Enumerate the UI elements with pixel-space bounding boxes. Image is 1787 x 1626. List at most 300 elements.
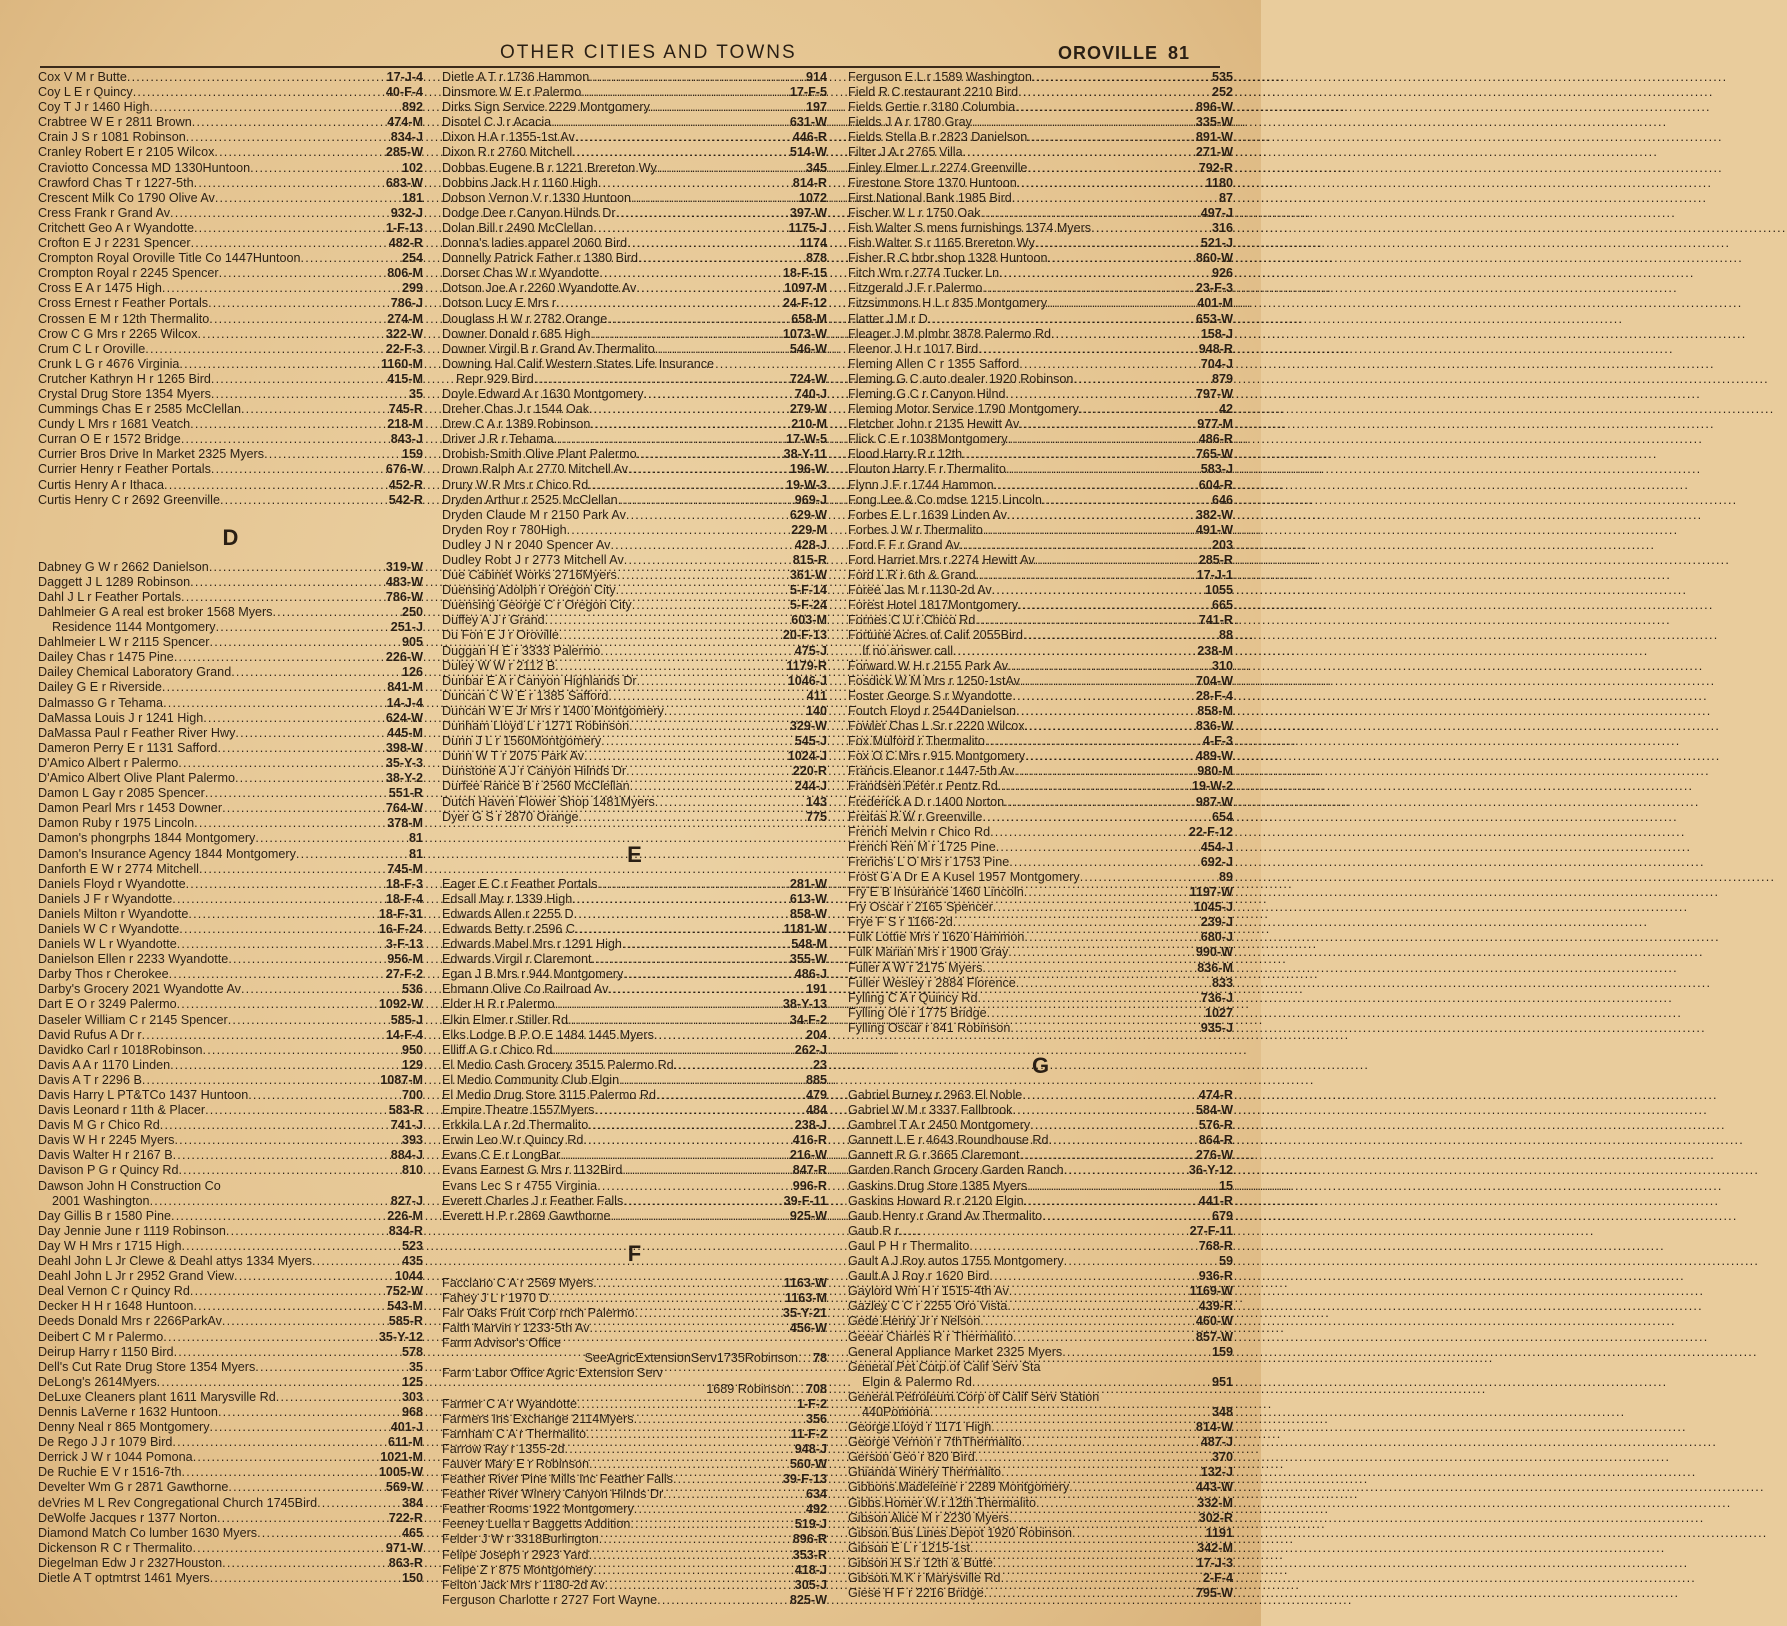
listing-name: Douglass H W r 2782 Orange — [442, 311, 608, 326]
dot-leader — [555, 997, 782, 1012]
listing-row — [442, 1276, 827, 1291]
listing-name: If no answer call — [862, 643, 953, 658]
listing-phone: 19-W-3 — [785, 477, 827, 492]
listing-phone: 810 — [401, 1163, 423, 1178]
listing-name: Davis Walter H r 2167 B — [38, 1148, 173, 1163]
listing-name: Farnham C A r Thermalito — [442, 1426, 586, 1441]
listing-name: Facciano C A r 2569 Myers — [442, 1275, 594, 1290]
listing-phone: 4-F-3 — [1202, 734, 1233, 749]
dot-leader — [628, 462, 789, 477]
listing-name: Ford Harriet Mrs r 2274 Hewitt Av — [848, 553, 1035, 567]
listing-name: Crawford Chas T r 1227-5th — [38, 175, 194, 190]
dot-leader — [624, 553, 792, 568]
listing-row — [38, 161, 423, 176]
listing-row — [442, 734, 827, 749]
listing-name: Davis Harry L PT&TCo 1437 Huntoon — [38, 1088, 249, 1102]
listing-row — [38, 862, 423, 877]
dot-leader — [650, 100, 805, 115]
listing-row — [38, 1028, 423, 1043]
listing-name: El Medio Community Club Elgin — [442, 1072, 620, 1087]
listing-name: Crum C L r Oroville — [38, 341, 146, 356]
listing-row — [442, 1028, 827, 1043]
listing-row — [442, 1351, 827, 1366]
dot-leader — [991, 1420, 1195, 1435]
dot-leader — [209, 560, 385, 575]
dot-leader — [978, 342, 1197, 357]
dot-leader — [1018, 598, 1211, 613]
listing-name: Currier Bros Drive In Market 2325 Myers — [38, 447, 265, 462]
listing-phone: 27-F-11 — [1189, 1223, 1233, 1238]
listing-row — [38, 1088, 423, 1103]
listing-name: Duffey A J r Grand — [442, 613, 545, 628]
listing-row — [38, 907, 423, 922]
listing-row — [848, 1254, 1233, 1269]
listing-phone: 305-J — [794, 1577, 827, 1592]
listing-phone: 535 — [1211, 70, 1233, 84]
listing-name: Dixon H A r 1355-1st Av — [442, 130, 575, 145]
dot-leader — [623, 1194, 782, 1209]
listing-name: Farrow Ray r 1355-2d — [442, 1441, 565, 1456]
listing-name: Forward W H r 2155 Park Av — [848, 658, 1009, 673]
listing-phone: 814-W — [1195, 1420, 1233, 1435]
listing-row — [38, 221, 423, 236]
listing-phone: 1073-W — [782, 326, 827, 341]
listing-row — [848, 825, 1233, 840]
listing-phone: 603-M — [791, 613, 827, 628]
listing-phone: 254 — [401, 251, 423, 266]
listing-phone: 15 — [1218, 1178, 1233, 1193]
listing-phone: 834-R — [388, 1223, 423, 1238]
listing-row — [38, 1299, 423, 1314]
listing-name: Edwards Allen r 2255 D — [442, 906, 574, 921]
dot-leader — [987, 1006, 1204, 1021]
listing-row — [848, 100, 1233, 115]
listing-row — [38, 85, 423, 100]
dot-leader — [211, 372, 386, 387]
dot-leader — [1007, 1299, 1197, 1314]
listing-phone: 38-Y-2 — [385, 771, 423, 786]
listing-phone: 604-R — [1198, 477, 1233, 492]
dot-leader — [567, 523, 791, 538]
listing-row — [848, 644, 1233, 659]
listing-phone: 497-J — [1200, 205, 1233, 220]
listing-row — [442, 952, 827, 967]
listing-name: Foster George S r Wyandotte — [848, 688, 1013, 703]
listing-phone: 5-F-14 — [789, 583, 827, 598]
listing-phone: 250 — [401, 605, 423, 619]
listing-phone: 569-W — [385, 1480, 423, 1495]
listing-name: Coy T J r 1460 High — [38, 100, 150, 115]
listing-row — [848, 1118, 1233, 1133]
listing-row — [442, 251, 827, 266]
listing-row — [442, 342, 827, 357]
listing-name: Dryden Arthur r 2525 McClellan — [442, 492, 618, 507]
dot-leader — [1047, 296, 1196, 311]
listing-phone: 18-F-3 — [385, 876, 423, 891]
listing-row — [442, 553, 827, 568]
dot-leader — [1035, 236, 1200, 251]
listing-phone: 460-W — [1195, 1314, 1233, 1329]
listing-row — [848, 1465, 1233, 1480]
listing-name: Fields Stella B r 2823 Danielson — [848, 130, 1028, 145]
dot-leader — [1019, 357, 1200, 372]
listing-name: Downer Virgil B r Grand Av Thermalito — [442, 341, 655, 356]
listing-name: Erwin Leo W r Quincy Rd — [442, 1133, 584, 1148]
listing-row — [848, 1511, 1233, 1526]
listing-phone: 486-J — [794, 967, 827, 982]
listing-phone: 827-J — [390, 1193, 423, 1208]
listing-row — [38, 741, 423, 756]
listing-phone: 16-F-24 — [378, 921, 423, 936]
listing-name: Denny Neal r 865 Montgomery — [38, 1420, 210, 1435]
dot-leader — [194, 221, 385, 236]
listing-phone: 523 — [401, 1238, 423, 1253]
listing-row — [848, 1586, 1233, 1601]
listing-name: Filter J A r 2765 Villa — [848, 145, 963, 160]
listing-phone: 935-J — [1200, 1020, 1233, 1035]
listing-row — [848, 1179, 1233, 1194]
listing-phone: 23-F-3 — [1195, 281, 1233, 296]
listing-name: Dolan Bill r 2490 McClellan — [442, 220, 594, 235]
listing-row — [848, 945, 1233, 960]
listing-name: 1689 Robinson — [706, 1381, 791, 1396]
listing-name: First National Bank 1985 Bird — [848, 190, 1012, 205]
listing-phone: 1045-J — [1193, 900, 1233, 915]
listing-row — [442, 417, 827, 432]
listing-phone: 585-J — [390, 1012, 423, 1027]
listing-name: Elliff A G r Chico Rd — [442, 1042, 553, 1057]
listing-phone: 415-M — [387, 371, 423, 386]
listing-row — [848, 1133, 1233, 1148]
listing-name: Fong Lee & Co mdse 1215 Lincoln — [848, 492, 1042, 507]
listing-name: French Ren M r 1725 Pine — [848, 839, 996, 854]
listing-name: Dunham Lloyd L r 1271 Robinson — [442, 719, 630, 734]
listing-name: Crystal Drug Store 1354 Myers — [38, 386, 211, 401]
dot-leader — [1023, 628, 1218, 643]
listing-name: Dietle A T optmtrst 1461 Myers — [38, 1571, 210, 1585]
dot-leader — [899, 1224, 1188, 1239]
listing-name: Forbes E L r 1639 Linden Av — [848, 507, 1007, 522]
listing-name: George Vernon r 7thThermalito — [848, 1435, 1022, 1450]
listing-row — [442, 1412, 827, 1427]
listing-row — [848, 749, 1233, 764]
dot-leader — [597, 1179, 792, 1194]
listing-name: De Rego J J r 1079 Bird — [38, 1435, 173, 1450]
listing-name: Ford F F r Grand Av — [848, 537, 960, 552]
listing-phone: 1179-R — [786, 658, 827, 673]
listing-phone: 996-R — [792, 1178, 827, 1193]
dot-leader — [1012, 191, 1218, 206]
listing-phone: 745-R — [388, 402, 423, 417]
dot-leader — [163, 1330, 378, 1345]
listing-phone: 102 — [401, 160, 423, 175]
listing-row — [442, 1517, 827, 1532]
listing-phone: 475-J — [794, 643, 827, 658]
listing-phone: 836-M — [1197, 960, 1233, 975]
listing-row — [848, 372, 1233, 387]
listing-name: Frost G A Dr E A Kusel 1957 Montgomery — [848, 869, 1080, 884]
listing-phone: 708 — [805, 1381, 827, 1396]
section-letter: F — [627, 1240, 642, 1266]
listing-phone: 624-W — [385, 710, 423, 725]
dot-leader — [198, 327, 385, 342]
listing-row — [442, 583, 827, 598]
listing-phone: 11-F-2 — [790, 1426, 827, 1441]
listing-name: Dixon R r 2760 Mitchell — [442, 145, 573, 160]
listing-phone: 18-F-31 — [378, 906, 423, 921]
listing-name: Dobbins Jack H r 1160 High — [442, 175, 598, 190]
listing-row — [38, 312, 423, 327]
listing-name: Gault A J Roy r 1620 Bird — [848, 1269, 990, 1284]
listing-name: Gaub R r — [848, 1223, 900, 1238]
listing-phone: 81 — [408, 846, 423, 861]
listing-phone: 722-R — [388, 1510, 423, 1525]
listing-row — [38, 478, 423, 493]
listing-phone: 22-F-3 — [385, 341, 423, 356]
listing-phone: 1-F-2 — [796, 1396, 827, 1411]
dot-leader — [142, 1073, 379, 1088]
listing-name: Gabriel W M r 3337 Fallbrook — [848, 1103, 1013, 1118]
dot-leader — [231, 665, 401, 680]
dot-leader — [636, 281, 783, 296]
dot-leader — [217, 741, 384, 756]
listing-name: Gibson H S r 12th & Butte — [848, 1555, 993, 1570]
listing-phone: 23 — [812, 1057, 827, 1072]
listing-row — [38, 191, 423, 206]
listing-name: Diegelman Edw J r 2327Houston — [38, 1555, 223, 1570]
listing-phone: 926 — [1211, 266, 1233, 281]
listing-name: Farm Labor Office Agric Extension Serv — [442, 1366, 663, 1381]
listing-name: Crunk L G r 4676 Virginia — [38, 356, 180, 371]
listing-name: Derrick J W r 1044 Pomona — [38, 1450, 193, 1465]
listing-row — [848, 206, 1233, 221]
listing-phone: 797-W — [1195, 386, 1233, 401]
listing-row — [38, 635, 423, 650]
listing-name: Fleming G C auto dealer 1920 Robinson — [848, 371, 1074, 386]
listing-name: Dahlmeier L W r 2115 Spencer — [38, 635, 210, 650]
listing-name: Dailey Chemical Laboratory Grand — [38, 665, 232, 680]
listing-phone: 583-J — [1200, 462, 1233, 477]
dot-leader — [545, 613, 791, 628]
dot-leader — [592, 952, 789, 967]
listing-name: Currier Henry r Feather Portals — [38, 462, 211, 477]
dot-leader — [674, 1058, 812, 1073]
dot-leader — [1027, 1179, 1218, 1194]
dot-leader — [629, 719, 789, 734]
listing-name: Cress Frank r Grand Av — [38, 205, 171, 220]
listing-name: Gault A J Roy autos 1755 Montgomery — [848, 1254, 1064, 1269]
dot-leader — [1062, 1345, 1211, 1360]
dot-leader — [312, 1254, 401, 1269]
listing-row — [442, 191, 827, 206]
listing-phone: 836-W — [1195, 719, 1233, 734]
dot-leader — [1072, 1526, 1205, 1541]
listing-phone: 81 — [408, 831, 423, 846]
listing-phone: 775 — [805, 809, 827, 824]
listing-phone: 302-R — [1198, 1510, 1233, 1525]
dot-leader — [188, 907, 378, 922]
dot-leader — [589, 402, 789, 417]
listing-name: Dreher Chas J r 1544 Oak — [442, 402, 589, 417]
dot-leader — [597, 877, 789, 892]
listing-row — [848, 719, 1233, 734]
listing-row — [442, 779, 827, 794]
listing-row — [442, 1291, 827, 1306]
listing-row — [38, 1194, 423, 1209]
listing-phone: 484 — [805, 1103, 827, 1118]
listing-name: George Lloyd r 1171 High — [848, 1420, 992, 1435]
listing-name: Fulk Lottie Mrs r 1620 Hammon — [848, 930, 1025, 945]
listing-row — [38, 711, 423, 726]
listing-phone: 1044 — [394, 1269, 423, 1284]
listing-phone: 445-M — [387, 725, 423, 740]
dot-leader — [160, 1118, 390, 1133]
listing-name: Dart E O r 3249 Palermo — [38, 997, 177, 1012]
listing-name: D'Amico Albert Olive Plant Palermo — [38, 771, 235, 786]
listing-phone: 353-R — [792, 1547, 827, 1562]
dot-leader — [1017, 176, 1205, 191]
page-number: 81 — [1167, 43, 1190, 63]
dot-leader — [222, 1314, 388, 1329]
listing-row — [442, 877, 827, 892]
listing-phone: 401-M — [1197, 296, 1233, 311]
listing-name: Fleming Motor Service 1790 Montgomery — [848, 402, 1079, 417]
listing-phone: 22-F-12 — [1188, 824, 1233, 839]
listing-row — [848, 281, 1233, 296]
dot-leader — [1009, 855, 1200, 870]
listing-row — [848, 85, 1233, 100]
listing-phone: 14-J-4 — [386, 695, 423, 710]
listing-row — [848, 1006, 1233, 1021]
listing-phone: 303 — [401, 1389, 423, 1404]
listing-row — [38, 493, 423, 508]
listing-row — [442, 689, 827, 704]
listing-phone: 18-F-4 — [385, 891, 423, 906]
dot-leader — [605, 1578, 794, 1593]
dot-leader — [210, 635, 401, 650]
dot-leader — [953, 644, 1196, 659]
listing-phone: 456-W — [789, 1321, 827, 1336]
dot-leader — [1005, 387, 1194, 402]
listing-row — [442, 749, 827, 764]
listing-row — [38, 997, 423, 1012]
directory-column-2 — [442, 70, 827, 1610]
listing-phone: 17-J-1 — [1196, 568, 1233, 583]
dot-leader — [181, 1239, 401, 1254]
listing-name: Elgin & Palermo Rd — [862, 1374, 972, 1389]
listing-phone: 1005-W — [378, 1465, 423, 1480]
dot-leader — [208, 296, 390, 311]
listing-row — [848, 628, 1233, 643]
listing-phone: 679 — [1211, 1208, 1233, 1223]
listing-row — [38, 1133, 423, 1148]
listing-row — [848, 130, 1233, 145]
listing-name: Feather River Pine Mills Inc Feather Falls — [442, 1472, 673, 1487]
listing-name: Fish Walter S r 1165 Brereton Wy — [848, 236, 1035, 251]
listing-phone: 285-W — [385, 145, 423, 160]
listing-phone: 39-F-13 — [782, 1472, 827, 1487]
listing-phone: 159 — [401, 447, 423, 462]
listing-phone: 950 — [401, 1042, 423, 1057]
dot-leader — [178, 1163, 401, 1178]
listing-phone: 35-Y-3 — [385, 755, 423, 770]
dot-leader — [1022, 1435, 1200, 1450]
listing-row — [848, 915, 1233, 930]
listing-row — [38, 1148, 423, 1163]
dot-leader — [626, 764, 792, 779]
dot-leader — [1025, 749, 1195, 764]
listing-row — [848, 1541, 1233, 1556]
listing-name: Forbes J W r Thermalito — [848, 522, 983, 537]
listing-row — [848, 447, 1233, 462]
listing-name: Residence 1144 Montgomery — [52, 620, 216, 635]
listing-row — [38, 937, 423, 952]
listing-row — [442, 1457, 827, 1472]
listing-phone: 792-R — [1198, 160, 1233, 175]
listing-phone: 281-W — [789, 876, 827, 891]
dot-leader — [584, 749, 787, 764]
listing-name: Gannett R G r 3665 Claremont — [848, 1148, 1020, 1163]
listing-phone: 896-R — [792, 1532, 827, 1547]
listing-row — [442, 130, 827, 145]
listing-name: Disotel C J r Acacia — [442, 115, 552, 130]
listing-phone: 416-R — [792, 1133, 827, 1148]
listing-row — [442, 598, 827, 613]
listing-phone: 914 — [805, 70, 827, 84]
listing-phone: 519-J — [794, 1517, 827, 1532]
listing-row — [442, 493, 827, 508]
listing-row — [38, 726, 423, 741]
listing-row — [848, 1480, 1233, 1495]
listing-row — [442, 432, 827, 447]
listing-name: Gannett L E r 4643 Roundhouse Rd — [848, 1133, 1049, 1148]
listing-phone: 545-J — [794, 734, 827, 749]
listing-row — [442, 161, 827, 176]
listing-phone: 210-M — [791, 417, 827, 432]
listing-name: Dabney G W r 2662 Danielson — [38, 559, 209, 574]
listing-name: Feather River Winery Canyon Hilnds Dr — [442, 1487, 664, 1502]
dot-leader — [219, 266, 387, 281]
listing-phone: 925-W — [789, 1208, 827, 1223]
listing-row — [848, 1496, 1233, 1511]
dot-leader — [250, 161, 401, 176]
dot-leader — [617, 568, 789, 583]
listing-row — [38, 281, 423, 296]
listing-phone: 2-F-4 — [1202, 1571, 1233, 1585]
listing-name: Davison P G r Quincy Rd — [38, 1163, 179, 1178]
listing-name: Fornes C U r Chico Rd — [848, 613, 976, 628]
dot-leader — [588, 478, 785, 493]
listing-row — [442, 538, 827, 553]
listing-phone: 653-W — [1195, 311, 1233, 326]
dot-leader — [556, 296, 782, 311]
listing-name: Deibert C M r Palermo — [38, 1329, 164, 1344]
dot-leader — [622, 937, 790, 952]
listing-name: Eager E C r Feather Portals — [442, 876, 598, 891]
listing-row — [848, 1450, 1233, 1465]
dot-leader — [616, 206, 789, 221]
listing-name: Fahey J L r 1970 D — [442, 1290, 549, 1305]
listing-name: Fish Walter S mens furnishings 1374 Myers — [848, 220, 1092, 235]
listing-row — [848, 357, 1233, 372]
listing-row — [38, 1103, 423, 1118]
listing-name: Downer Donald r 685 High — [442, 326, 591, 341]
listing-name: Fox O C Mrs r 915 Montgomery — [848, 749, 1026, 764]
listing-name: El Medio Cash Grocery 3515 Palermo Rd — [442, 1057, 674, 1072]
listing-phone: 885 — [805, 1072, 827, 1087]
dot-leader — [171, 1209, 386, 1224]
listing-name: Elder H R r Palermo — [442, 997, 555, 1012]
